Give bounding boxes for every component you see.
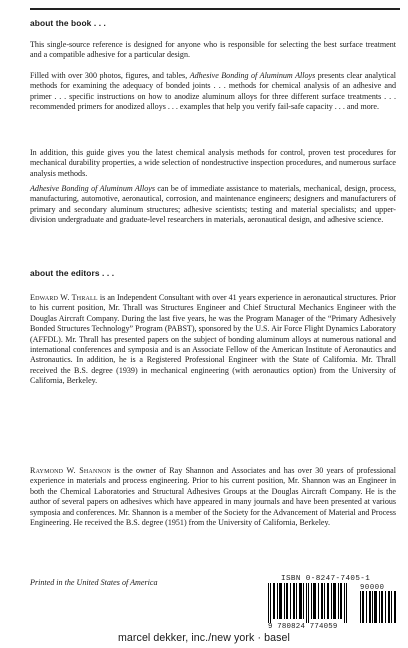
editor-thrall-name: Edward W. Thrall xyxy=(30,293,98,302)
editor-shannon-text: is the owner of Ray Shannon and Associates and has over 30 years of professional experience in materials and process engineering. Prior to his current position, Mr. Shannon was an Engineer in both the Chemical Laboratories and Structural Adhesives Groups at the Douglas Aircraft Company. He is the author of several papers on adhesives which have appeared in many journals and have been presented at various symposia and conferences. Mr. Shannon is a member of the Society for the Advancement of Material and Process Engineering. He received the B.S. degree (1951) from the University of California, Berkeley. xyxy=(30,466,396,528)
printed-in-usa: Printed in the United States of America xyxy=(30,578,158,587)
publisher-line: marcel dekker, inc./new york · basel xyxy=(118,632,290,644)
about-book-heading: about the book . . . xyxy=(30,18,106,28)
p2-body: presents clear analytical methods for examining the adequacy of bonded joints . . . methods for chemical analysis of an adhesive and primer . . . specific instructions on how to anodize aluminum alloys for three different surface treatments . . . recommended primers for anodized alloys . . . examples that help you verify fail-safe capacity . . . and more. xyxy=(30,71,397,112)
ean-barcode-bars xyxy=(268,583,350,623)
addon-digits: 90000 xyxy=(360,584,385,592)
editor-shannon-bio xyxy=(30,466,396,528)
barcode-digits: 9 780824 774059 xyxy=(268,623,338,631)
book-title-italic-2: Adhesive Bonding of Aluminum Alloys xyxy=(30,184,155,193)
editor-shannon-name: Raymond W. Shannon xyxy=(30,466,112,475)
about-book-paragraph-2 xyxy=(30,71,396,113)
editor-thrall-text: is an Independent Consultant with over 41 years experience in aeronautical structures. Prior to his current position, Mr. Thrall was Structures Engineer and Chief Structural Mechanics Engineer with the Douglas Aircraft Company. During the last five years, he was the Program Manager of the “Primary Adhesively Bonded Structures Technology” Program (PABST), sponsored by the U.S. Air Force Flight Dynamics Laboratory (AFFDL). Mr. Thrall has presented papers on the subject of bonding aluminum alloys at numerous national and international conferences and symposia and is an Associate Fellow of the American Institute of Aeronautics and Astronautics. In addition, he is a Registered Professional Engineer with the State of California. Mr. Thrall received the B.S. degree (1939) in mechanical engineering (with aeronautics option) from the University of California, Berkeley. xyxy=(30,293,396,386)
about-editors-heading: about the editors . . . xyxy=(30,268,115,278)
p2-intro: Filled with over 300 photos, figures, and tables, xyxy=(30,71,190,80)
book-title-italic: Adhesive Bonding of Aluminum Alloys xyxy=(189,71,316,80)
addon-barcode-bars xyxy=(360,591,398,623)
about-book-paragraph-4 xyxy=(30,184,396,226)
about-book-paragraph-1: This single-source reference is designed for anyone who is responsible for selecting the best surface treatment and a compatible adhesive for a particular design. xyxy=(30,40,396,60)
editor-thrall-bio xyxy=(30,293,396,387)
about-book-paragraph-3: In addition, this guide gives you the latest chemical analysis methods for control, proven test procedures for mechanical durability properties, a wide selection of nondestructive inspection procedures, and numerous surface analysis methods. xyxy=(30,148,396,178)
isbn-number: ISBN 0-8247-7405-1 xyxy=(281,575,371,583)
p4-body: can be of immediate assistance to materials, mechanical, design, process, manufacturing, automotive, aeronautical, corrosion, and maintenance engineers; designers and manufacturers of primary and secondary aluminum structures; adhesive scientists; testing and material specialists; and upper-division undergraduate and graduate-level researchers in materials, aeronautical design, and adhesive science. xyxy=(30,184,396,225)
top-rule xyxy=(30,8,400,10)
